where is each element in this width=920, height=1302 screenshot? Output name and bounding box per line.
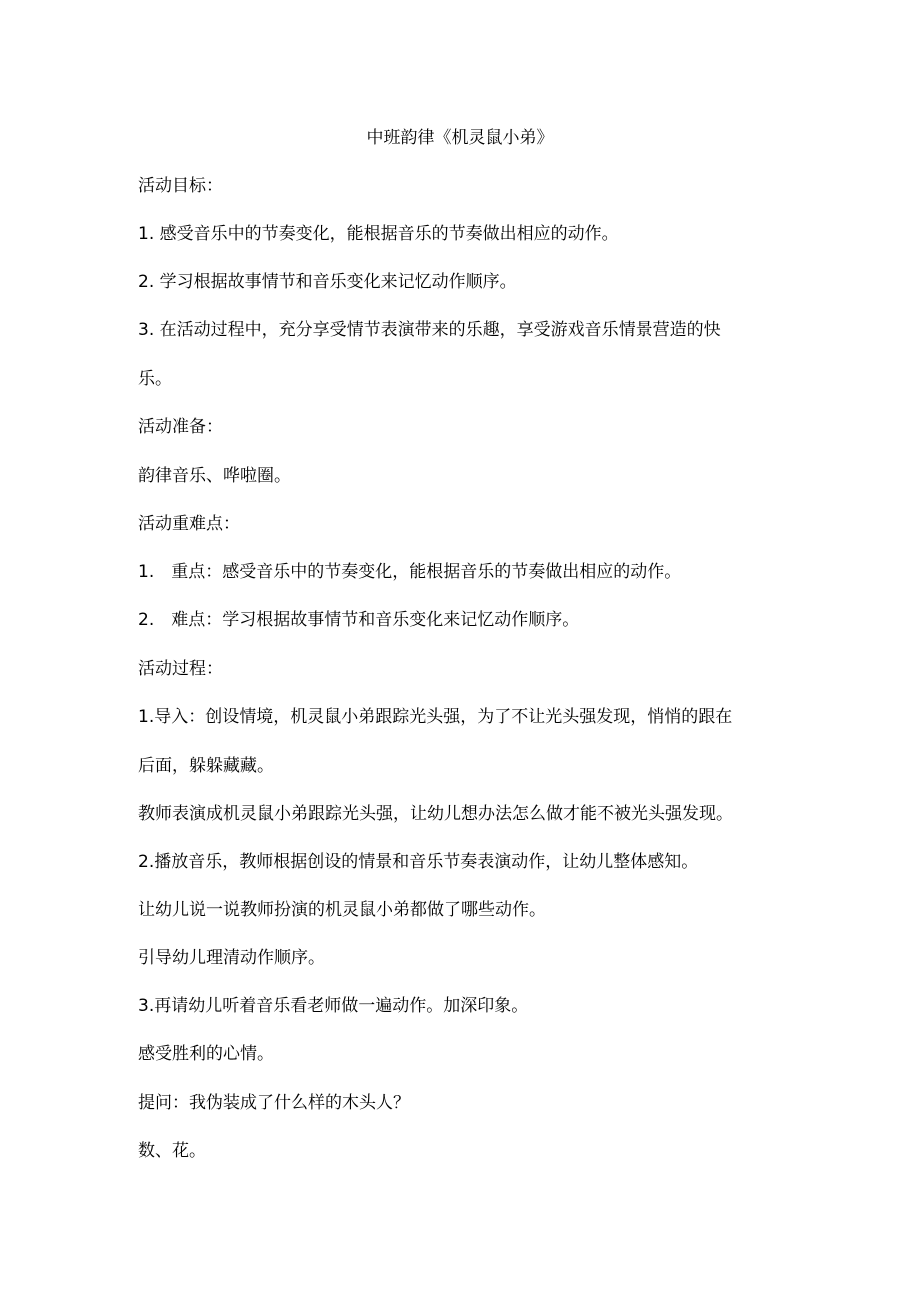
- key-point-item: 1. 重点：感受音乐中的节奏变化，能根据音乐的节奏做出相应的动作。: [138, 562, 682, 582]
- goal-item-1: 1. 感受音乐中的节奏变化，能根据音乐的节奏做出相应的动作。: [138, 224, 619, 244]
- goal-item-3-continued: 乐。: [138, 369, 172, 389]
- question-text: 提问：我伪装成了什么样的木头人？: [138, 1093, 410, 1113]
- process-step-1-continued: 后面，躲躲藏藏。: [138, 756, 274, 776]
- process-step-1: 1.导入：创设情境，机灵鼠小弟跟踪光头强，为了不让光头强发现，悄悄的跟在: [138, 707, 733, 727]
- preparation-text: 韵律音乐、哗啦圈。: [138, 466, 291, 486]
- section-heading-preparation: 活动准备：: [138, 417, 223, 437]
- section-heading-key-points: 活动重难点：: [138, 514, 240, 534]
- process-paragraph: 让幼儿说一说教师扮演的机灵鼠小弟都做了哪些动作。: [138, 900, 546, 920]
- process-step-3: 3.再请幼儿听着音乐看老师做一遍动作。加深印象。: [138, 996, 529, 1016]
- goal-item-2: 2. 学习根据故事情节和音乐变化来记忆动作顺序。: [138, 272, 517, 292]
- process-paragraph: 感受胜利的心情。: [138, 1044, 274, 1064]
- answer-text: 数、花。: [138, 1141, 206, 1161]
- section-heading-goals: 活动目标：: [138, 176, 223, 196]
- difficult-point-item: 2. 难点：学习根据故事情节和音乐变化来记忆动作顺序。: [138, 610, 580, 630]
- section-heading-process: 活动过程：: [138, 659, 223, 679]
- goal-item-3: 3. 在活动过程中，充分享受情节表演带来的乐趣，享受游戏音乐情景营造的快: [138, 320, 721, 340]
- document-title: 中班韵律《机灵鼠小弟》: [366, 128, 554, 148]
- process-step-2: 2.播放音乐，教师根据创设的情景和音乐节奏表演动作，让幼儿整体感知。: [138, 852, 699, 872]
- process-paragraph: 引导幼儿理清动作顺序。: [138, 948, 325, 968]
- process-paragraph: 教师表演成机灵鼠小弟跟踪光头强，让幼儿想办法怎么做才能不被光头强发现。: [138, 804, 733, 824]
